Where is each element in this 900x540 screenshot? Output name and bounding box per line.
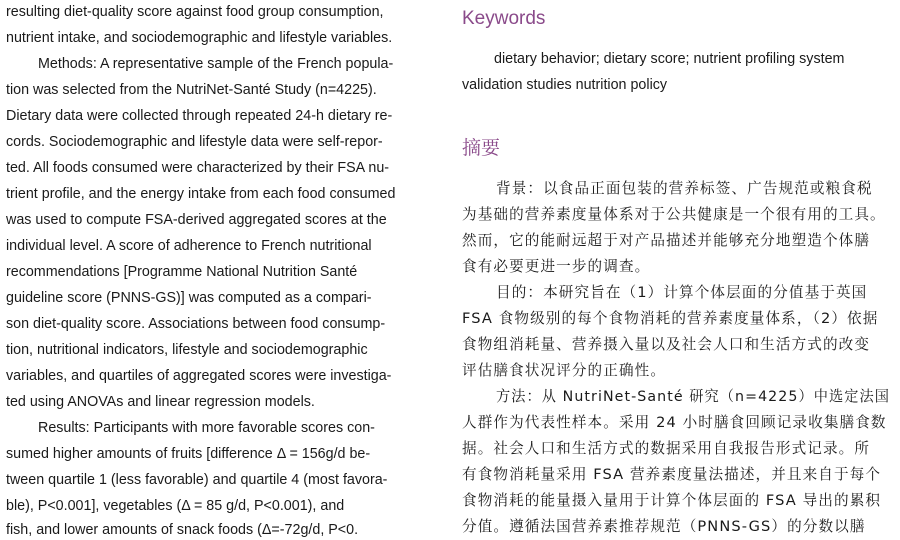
text-line: individual level. A score of adherence to French nutritional <box>6 238 372 254</box>
text-line: fish, and lower amounts of snack foods (Δ=-72g/d, P<0. <box>6 522 359 538</box>
zh-text-line: 食有必要更进一步的调查。 <box>462 258 651 275</box>
text-line: son diet-quality score. Associations between food consump- <box>6 316 386 332</box>
text-line: ted. All foods consumed were characterized by their FSA nu- <box>6 160 390 176</box>
zh-text-line: 评估膳食状况评分的正确性。 <box>462 362 667 379</box>
keywords-heading: Keywords <box>462 8 546 29</box>
zh-text-line: 然而，它的能耐远超于对产品描述并能够充分地塑造个体膳 <box>462 232 871 249</box>
zh-text-line: 分值。遵循法国营养素推荐规范（PNNS-GS）的分数以膳 <box>462 518 866 535</box>
zh-text-line: 为基础的营养素度量体系对于公共健康是一个很有用的工具。 <box>462 206 886 223</box>
text-line: sumed higher amounts of fruits [difference Δ = 156g/d be- <box>6 446 371 462</box>
zh-text-line: FSA 食物级别的每个食物消耗的营养素度量体系，（2）依据 <box>462 310 879 327</box>
zh-text-line: 人群作为代表性样本。采用 24 小时膳食回顾记录收集膳食数 <box>462 414 887 431</box>
text-line: was used to compute FSA-derived aggregated scores at the <box>6 212 387 228</box>
text-line: guideline score (PNNS-GS)] was computed as a compari- <box>6 290 372 306</box>
text-line: ted using ANOVAs and linear regression models. <box>6 394 315 410</box>
results-paragraph-start: Results: Participants with more favorable scores con- <box>38 420 375 436</box>
zh-methods-paragraph-start: 方法：从 NutriNet-Santé 研究（n=4225）中选定法国 <box>496 388 891 405</box>
text-line: resulting diet-quality score against food group consumption, <box>6 4 384 20</box>
zh-objective-paragraph-start: 目的：本研究旨在（1）计算个体层面的分值基于英国 <box>496 284 868 301</box>
text-line: nutrient intake, and sociodemographic and lifestyle variables. <box>6 30 393 46</box>
keywords-line: dietary behavior; dietary score; nutrient profiling system <box>494 51 845 67</box>
text-line: ble), P<0.001], vegetables (Δ = 85 g/d, P<0.001), and <box>6 498 345 514</box>
keywords-line: validation studies nutrition policy <box>462 77 668 93</box>
text-line: tween quartile 1 (less favorable) and quartile 4 (most favora- <box>6 472 388 488</box>
zh-text-line: 有食物消耗量采用 FSA 营养素度量法描述，并且来自于每个 <box>462 466 882 483</box>
text-line: tion, nutritional indicators, lifestyle and sociodemographic <box>6 342 368 358</box>
text-line: Dietary data were collected through repeated 24-h dietary re- <box>6 108 393 124</box>
zh-text-line: 食物组消耗量、营养摄入量以及社会人口和生活方式的改变 <box>462 336 871 353</box>
text-line: cords. Sociodemographic and lifestyle data were self-repor- <box>6 134 383 150</box>
text-line: trient profile, and the energy intake from each food consumed <box>6 186 396 202</box>
zh-background-paragraph-start: 背景：以食品正面包装的营养标签、广告规范或粮食税 <box>496 180 873 197</box>
text-line: tion was selected from the NutriNet-Santé Study (n=4225). <box>6 82 377 98</box>
text-line: variables, and quartiles of aggregated scores were investiga- <box>6 368 392 384</box>
text-line: recommendations [Programme National Nutrition Santé <box>6 264 358 280</box>
methods-paragraph-start: Methods: A representative sample of the French popula- <box>38 56 394 72</box>
zh-text-line: 据。社会人口和生活方式的数据采用自我报告形式记录。所 <box>462 440 871 457</box>
chinese-abstract-heading: 摘要 <box>462 138 501 159</box>
zh-text-line: 食物消耗的能量摄入量用于计算个体层面的 FSA 导出的累积 <box>462 492 882 509</box>
